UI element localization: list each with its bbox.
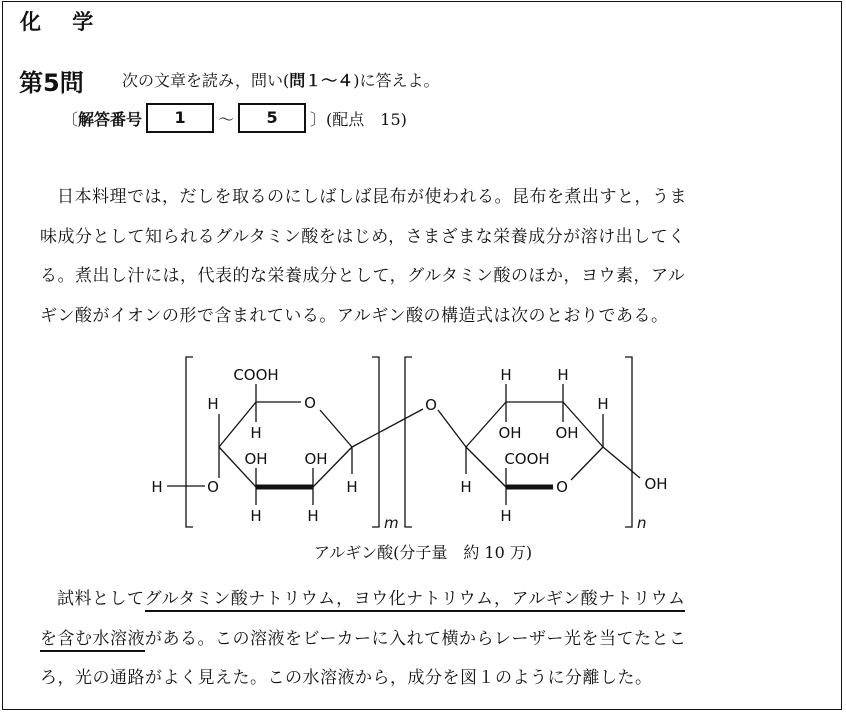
label-h-end: H bbox=[151, 478, 163, 496]
sample-line-2 bbox=[40, 620, 800, 660]
sample-paragraph bbox=[40, 580, 800, 699]
sample-line-1 bbox=[40, 580, 800, 620]
bracket-left-2 bbox=[405, 357, 412, 527]
label-h-r2: H bbox=[557, 366, 569, 384]
label-oh-r3: OH bbox=[498, 424, 522, 442]
intro-line-3: る。煮出し汁には，代表的な栄養成分として，グルタミン酸のほか，ヨウ素，アル bbox=[40, 266, 686, 286]
sample-line-1-prefix: 試料として bbox=[57, 589, 145, 609]
label-h-l5: H bbox=[250, 424, 262, 442]
sample-line-3: ろ，光の通路がよく見えた。この水溶液から，成分を図１のように分離した。 bbox=[40, 668, 653, 688]
label-n: n bbox=[637, 514, 647, 532]
bracket-open: 〔 bbox=[62, 109, 79, 129]
bond-r-oh1 bbox=[603, 447, 640, 478]
label-oh-r2: OH bbox=[555, 424, 579, 442]
label-h-r3: H bbox=[500, 366, 512, 384]
answer-label: 解答番号 bbox=[78, 109, 143, 129]
label-oh-l2: OH bbox=[304, 450, 328, 468]
label-cooh-right: COOH bbox=[504, 450, 550, 468]
instruction-suffix: )に答えよ。 bbox=[353, 71, 440, 90]
label-cooh-left: COOH bbox=[233, 366, 279, 384]
label-m: m bbox=[384, 514, 399, 532]
bond-r-o-c1 bbox=[571, 447, 603, 480]
sample-line-2-rest: がある。この溶液をビーカーに入れて横からレーザー光を当てたとこ bbox=[145, 628, 687, 649]
label-oh-l3: OH bbox=[244, 450, 268, 468]
answer-box-last: 5 bbox=[238, 103, 306, 133]
structure-caption: アルギン酸(分子量 約 10 万) bbox=[313, 543, 533, 562]
bond-r-c4-c5 bbox=[466, 447, 506, 487]
label-h-l1: H bbox=[346, 478, 358, 496]
bond-l-o-c1 bbox=[320, 410, 352, 447]
underlined-solutes: グルタミン酸ナトリウム，ヨウ化ナトリウム，アルギン酸ナトリウム bbox=[145, 589, 686, 612]
subject-title: 化 学 bbox=[20, 10, 106, 34]
label-o-end-left: O bbox=[207, 478, 219, 496]
label-o-link: O bbox=[425, 396, 437, 414]
instruction-bold: 問１～４ bbox=[289, 71, 354, 90]
label-h-l4: H bbox=[207, 395, 219, 413]
intro-line-1: 日本料理では，だしを取るのにしばしば昆布が使われる。昆布を煮出すと，うま bbox=[57, 187, 687, 207]
question-number: 第5問 bbox=[19, 69, 84, 97]
answer-box-first: 1 bbox=[146, 103, 214, 133]
intro-line-2: 味成分として知られるグルタミン酸をはじめ，さまざまな栄養成分が溶け出してく bbox=[40, 226, 686, 247]
label-h-r4: H bbox=[460, 478, 472, 496]
instruction-prefix: 次の文章を読み，問い( bbox=[122, 71, 290, 90]
label-h-r1: H bbox=[597, 395, 609, 413]
bracket-right-2 bbox=[625, 357, 632, 527]
label-h-l3: H bbox=[250, 507, 262, 525]
label-o-ring-right: O bbox=[556, 478, 568, 496]
label-h-r5: H bbox=[500, 507, 512, 525]
label-o-ring-left: O bbox=[304, 394, 316, 412]
underlined-aqueous: を含む水溶液 bbox=[40, 629, 145, 652]
bracket-left-1 bbox=[186, 357, 193, 527]
intro-line-4: ギン酸がイオンの形で含まれている。アルギン酸の構造式は次のとおりである。 bbox=[40, 305, 669, 326]
answer-tilde: ～ bbox=[218, 109, 235, 129]
label-h-l2: H bbox=[307, 507, 319, 525]
points-text: 〕(配点 15) bbox=[310, 109, 407, 129]
bond-link-right bbox=[438, 410, 466, 447]
label-oh-end-right: OH bbox=[644, 475, 668, 493]
bond-link-left bbox=[352, 409, 423, 447]
bracket-right-1 bbox=[372, 357, 379, 527]
